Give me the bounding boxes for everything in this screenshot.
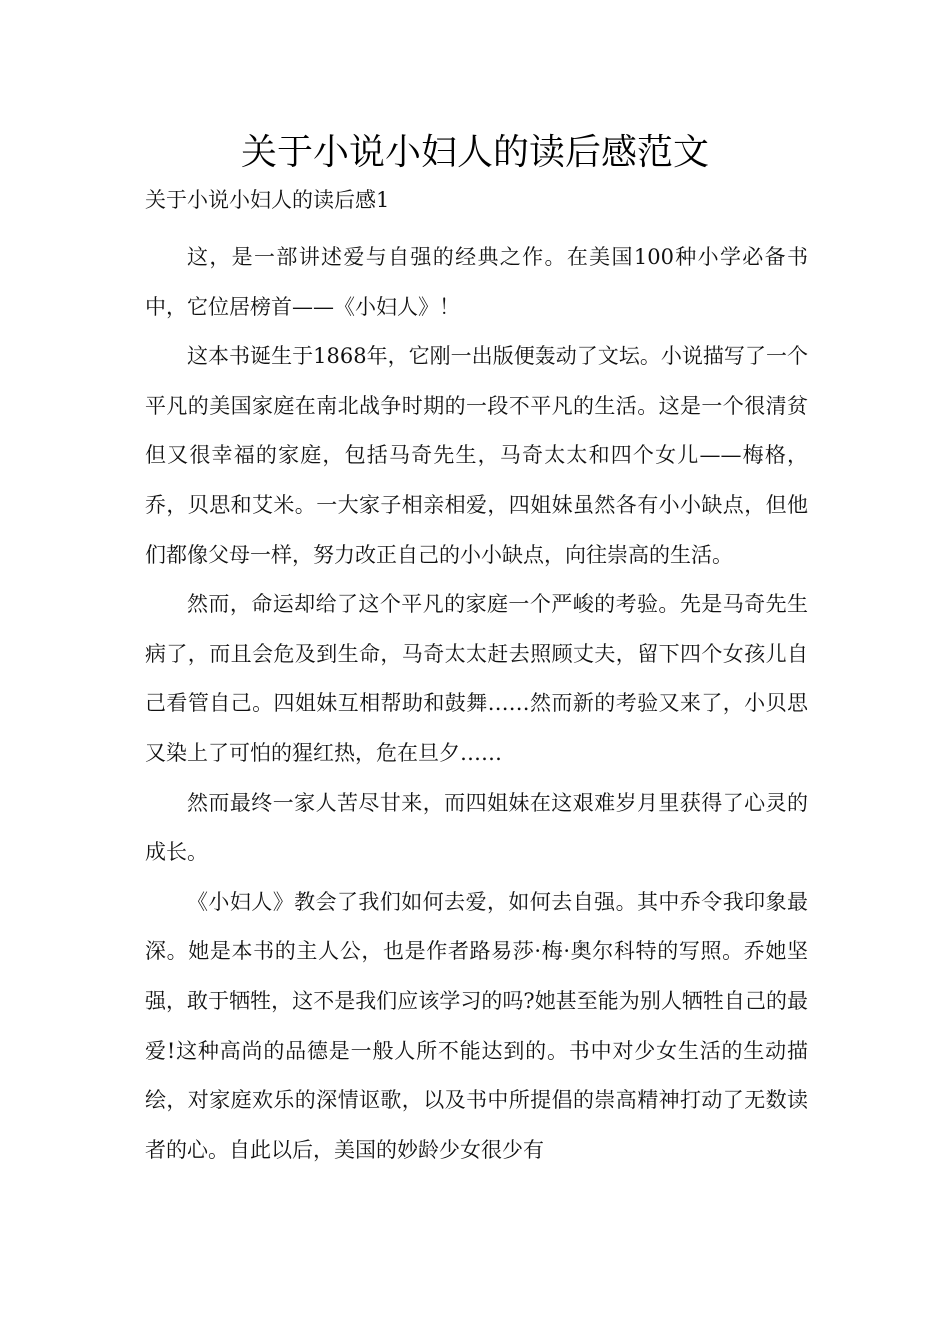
page-title: 关于小说小妇人的读后感范文 — [240, 132, 709, 173]
paragraph-2: 这本书诞生于1868年，它刚一出版便轰动了文坛。小说描写了一个平凡的美国家庭在南北战争时期的一段不平凡的生活。这是一个很清贫但又很幸福的家庭，包括马奇先生，马奇太太和四个女儿——梅格，乔，贝思和艾米。一大家子相亲相爱，四姐妹虽然各有小小缺点，但他们都像父母一样，努力改正自己的小小缺点，向往崇高的生活。 — [145, 344, 808, 567]
section-heading: 关于小说小妇人的读后感1 — [145, 188, 390, 212]
document-body — [145, 183, 808, 1175]
paragraph-1: 这，是一部讲述爱与自强的经典之作。在美国100种小学必备书中，它位居榜首——《小妇人》！ — [145, 245, 808, 319]
paragraph-3: 然而，命运却给了这个平凡的家庭一个严峻的考验。先是马奇先生病了，而且会危及到生命，马奇太太赶去照顾丈夫，留下四个女孩儿自己看管自己。四姐妹互相帮助和鼓舞……然而新的考验又来了，小贝思又染上了可怕的猩红热，危在旦夕…… — [145, 592, 808, 765]
paragraph-4: 然而最终一家人苦尽甘来，而四姐妹在这艰难岁月里获得了心灵的成长。 — [145, 790, 808, 865]
paragraph-5: 《小妇人》教会了我们如何去爱，如何去自强。其中乔令我印象最深。她是本书的主人公，也是作者路易莎·梅·奥尔科特的写照。乔她坚强，敢于牺牲，这不是我们应该学习的吗?她甚至能为别人牺牲自己的最爱!这种高尚的品德是一般人所不能达到的。书中对少女生活的生动描绘，对家庭欢乐的深情讴歌，以及书中所提倡的崇高精神打动了无数读者的心。自此以后，美国的妙龄少女很少有 — [145, 889, 808, 1162]
